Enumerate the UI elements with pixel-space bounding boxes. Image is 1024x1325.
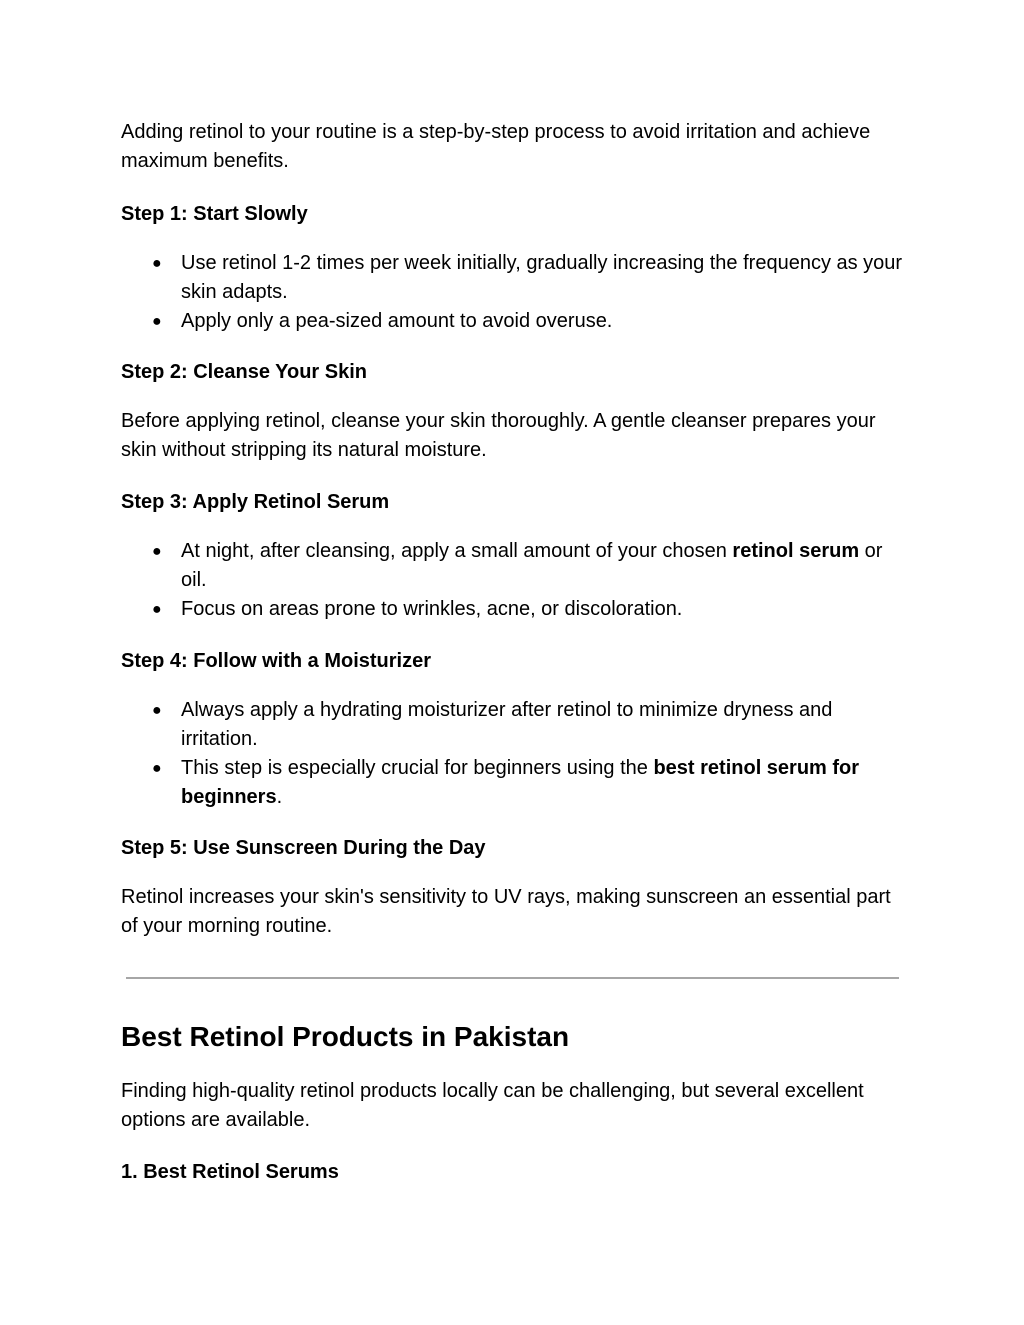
bold-term: best retinol serum for beginners (181, 757, 860, 808)
list-item: ● Use retinol 1-2 times per week initially, gradually increasing the frequency as your skin adapts. (121, 249, 911, 307)
section-heading: Best Retinol Products in Pakistan (121, 1021, 570, 1052)
bullet-icon: ● (152, 702, 162, 719)
bullet-icon: ● (152, 255, 162, 272)
step-5-heading: Step 5: Use Sunscreen During the Day (121, 837, 486, 859)
subsection-heading: 1. Best Retinol Serums (121, 1161, 339, 1183)
section-paragraph: Finding high-quality retinol products locally can be challenging, but several excellent options are available. (121, 1080, 864, 1131)
step-1-list (121, 249, 911, 336)
step-2-paragraph: Before applying retinol, cleanse your skin thoroughly. A gentle cleanser prepares your skin without stripping its natural moisture. (121, 410, 876, 461)
list-item: ● Always apply a hydrating moisturizer after retinol to minimize dryness and irritation. (121, 696, 911, 754)
bullet-icon: ● (152, 543, 162, 560)
step-4-list (121, 696, 911, 812)
list-item: ● Apply only a pea-sized amount to avoid overuse. (121, 307, 911, 336)
list-item: ● This step is especially crucial for beginners using the best retinol serum for beginners. (121, 754, 911, 812)
step-2-heading: Step 2: Cleanse Your Skin (121, 361, 368, 383)
bullet-icon: ● (152, 313, 162, 330)
step-4-heading: Step 4: Follow with a Moisturizer (121, 650, 432, 672)
step-3-list (121, 537, 911, 624)
step-5-paragraph: Retinol increases your skin's sensitivity to UV rays, making sunscreen an essential part of your morning routine. (121, 886, 891, 937)
bold-term: retinol serum (732, 540, 860, 562)
horizontal-divider (126, 977, 899, 979)
step-1-heading: Step 1: Start Slowly (121, 203, 308, 225)
bullet-icon: ● (152, 760, 162, 777)
step-3-heading: Step 3: Apply Retinol Serum (121, 491, 390, 513)
intro-paragraph: Adding retinol to your routine is a step-by-step process to avoid irritation and achieve maximum benefits. (121, 121, 871, 172)
bullet-icon: ● (152, 601, 162, 618)
list-item: ● At night, after cleansing, apply a small amount of your chosen retinol serum or oil. (121, 537, 911, 595)
list-item: ● Focus on areas prone to wrinkles, acne, or discoloration. (121, 595, 911, 624)
